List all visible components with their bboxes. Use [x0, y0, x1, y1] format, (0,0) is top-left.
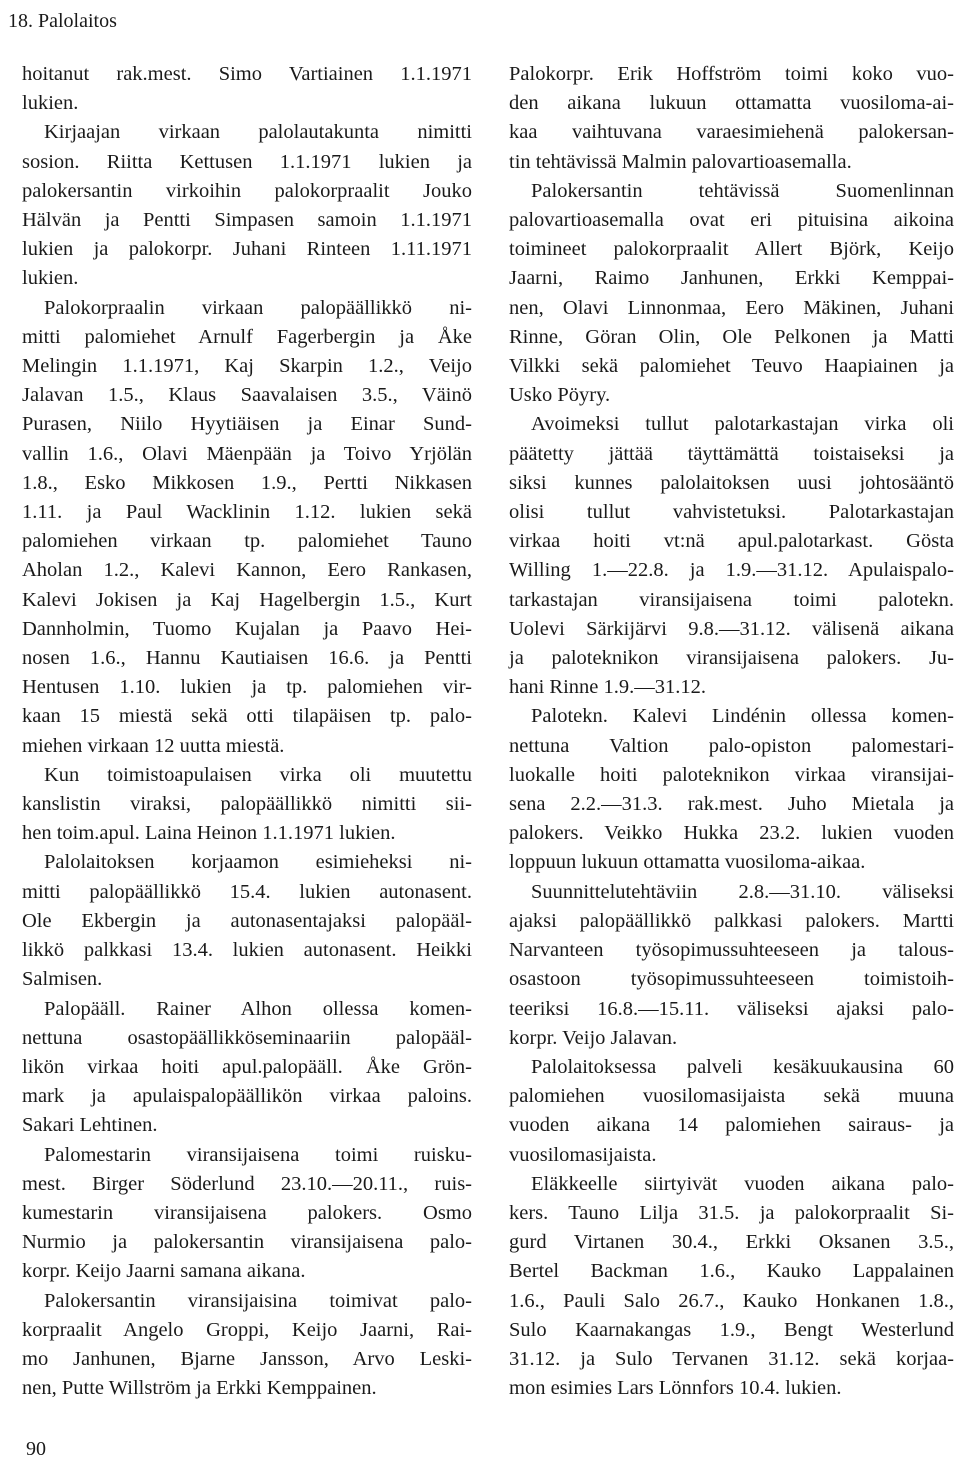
- text-line: mark ja apulaispalopäällikön virkaa paloins.: [22, 1085, 472, 1108]
- text-line: kumestarin viransijaisena palokers. Osmo: [22, 1201, 472, 1224]
- text-line: mo Janhunen, Bjarne Jansson, Arvo Leski-: [22, 1347, 472, 1370]
- text-line: Kun toimistoapulaisen virka oli muutettu: [44, 763, 472, 786]
- text-line: ja paloteknikon viransijaisena palokers. Ju-: [509, 647, 954, 670]
- text-line: tarkastajan viransijaisena toimi palotekn.: [509, 588, 954, 611]
- text-line: kaan 15 miestä sekä otti tilapäisen tp. palo-: [22, 705, 472, 728]
- text-line: kers. Tauno Lilja 31.5. ja palokorpraalit Si-: [509, 1201, 954, 1224]
- text-line: vuoden aikana 14 palomiehen sairaus- ja: [509, 1114, 954, 1137]
- text-line: Nurmio ja palokersantin viransijaisena palo-: [22, 1231, 472, 1254]
- text-line: likkö palkkasi 13.4. lukien autonasent. Heikki: [22, 939, 472, 962]
- text-line: Kirjaajan virkaan palolautakunta nimitti: [44, 121, 472, 144]
- text-line: Uolevi Särkijärvi 9.8.—31.12. välisenä aikana: [509, 617, 954, 640]
- text-line: osastoon työsopimussuhteeseen toimistoih-: [509, 968, 954, 991]
- left-text-column: [22, 60, 472, 1403]
- text-line: hoitanut rak.mest. Simo Vartiainen 1.1.1971: [22, 63, 472, 85]
- text-line: Avoimeksi tullut palotarkastajan virka oli: [531, 413, 954, 436]
- text-line: Ole Ekbergin ja autonasentajaksi palopääl-: [22, 909, 472, 932]
- text-line: Usko Pöyry.: [509, 384, 611, 407]
- text-line: palomiehen virkaan tp. palomiehet Tauno: [22, 530, 472, 553]
- text-line: lukien.: [22, 267, 79, 290]
- text-line: 1.8., Esko Mikkosen 1.9., Pertti Nikkasen: [22, 471, 472, 494]
- text-line: virkaa hoiti vt:nä apul.palotarkast. Gösta: [509, 530, 954, 553]
- text-line: vuosilomasijaista.: [509, 1143, 657, 1166]
- text-line: mitti palomiehet Arnulf Fagerbergin ja Åke: [22, 325, 472, 348]
- text-line: nen, Putte Willström ja Erkki Kemppainen.: [22, 1377, 377, 1400]
- text-line: gurd Virtanen 30.4., Erkki Oksanen 3.5.,: [509, 1231, 954, 1254]
- text-line: Palokersantin tehtävissä Suomenlinnan: [531, 179, 954, 202]
- right-text-column: [509, 60, 954, 1403]
- text-line: ajaksi palopäällikkö palkkasi palokers. Martti: [509, 909, 954, 932]
- text-line: Narvanteen työsopimussuhteeseen ja talous-: [509, 939, 954, 962]
- text-line: sena 2.2.—31.3. rak.mest. Juho Mietala ja: [509, 793, 954, 816]
- text-line: loppuun lukuun ottamatta vuosiloma-aikaa.: [509, 851, 866, 874]
- text-line: kaa vaihtuvana varaesimiehenä palokersan-: [509, 121, 954, 144]
- text-line: tin tehtävissä Malmin palovartioasemalla.: [509, 150, 852, 173]
- text-line: Sakari Lehtinen.: [22, 1114, 158, 1137]
- text-line: lukien.: [22, 92, 79, 115]
- text-line: mitti palopäällikkö 15.4. lukien autonasent.: [22, 880, 472, 903]
- text-line: 1.11. ja Paul Wacklinin 1.12. lukien sekä: [22, 501, 472, 524]
- text-line: Eläkkeelle siirtyivät vuoden aikana palo-: [531, 1172, 954, 1195]
- text-line: korpr. Veijo Jalavan.: [509, 1026, 678, 1049]
- text-line: nettuna osastopäällikköseminaariin palopääl-: [22, 1026, 472, 1049]
- text-line: siksi kunnes palolaitoksen uusi johtosääntö: [509, 471, 954, 494]
- text-line: Rinne, Göran Olin, Ole Pelkonen ja Matti: [509, 325, 954, 348]
- text-line: Palokersantin viransijaisina toimivat palo-: [44, 1289, 472, 1312]
- text-line: Willing 1.—22.8. ja 1.9.—31.12. Apulaispalo-: [509, 559, 954, 582]
- text-line: Dannholmin, Tuomo Kujalan ja Paavo Hei-: [22, 617, 472, 640]
- text-line: Palomestarin viransijaisena toimi ruisku-: [44, 1143, 472, 1166]
- text-line: kanslistin viraksi, palopäällikkö nimitti sii-: [22, 793, 472, 816]
- text-line: Suunnittelutehtäviin 2.8.—31.10. väliseksi: [531, 880, 954, 903]
- text-line: luokalle hoiti paloteknikon virkaa viransijai-: [509, 763, 954, 786]
- text-line: olisi tullut vahvistetuksi. Palotarkastajan: [509, 501, 954, 524]
- text-line: Palokorpraalin virkaan palopäällikkö ni-: [44, 296, 472, 319]
- text-line: Salmisen.: [22, 968, 103, 991]
- text-line: mest. Birger Söderlund 23.10.—20.11., ruis-: [22, 1172, 472, 1195]
- text-line: hani Rinne 1.9.—31.12.: [509, 676, 707, 699]
- text-line: nosen 1.6., Hannu Kautiaisen 16.6. ja Pentti: [22, 647, 472, 670]
- text-line: palokersantin virkoihin palokorpraalit Jouko: [22, 179, 472, 202]
- text-line: päätetty jättää täyttämättä toistaiseksi ja: [509, 442, 954, 465]
- text-line: Hentusen 1.10. lukien ja tp. palomiehen vir-: [22, 676, 472, 699]
- page-number: 90: [26, 1438, 46, 1460]
- text-line: likön virkaa hoiti apul.palopääll. Åke Grön-: [22, 1055, 472, 1078]
- text-line: palokers. Veikko Hukka 23.2. lukien vuoden: [509, 822, 954, 845]
- text-line: nen, Olavi Linnonmaa, Eero Mäkinen, Juhani: [509, 296, 954, 319]
- text-line: Bertel Backman 1.6., Kauko Lappalainen: [509, 1260, 954, 1283]
- text-line: miehen virkaan 12 uutta miestä.: [22, 734, 285, 757]
- text-line: Palolaitoksessa palveli kesäkuukausina 60: [531, 1055, 954, 1078]
- text-line: lukien ja palokorpr. Juhani Rinteen 1.11.1971: [22, 238, 472, 261]
- text-line: teeriksi 16.8.—15.11. väliseksi ajaksi palo-: [509, 997, 954, 1020]
- running-header: 18. Palolaitos: [8, 10, 117, 32]
- text-line: palovartioasemalla ovat eri pituisina aikoina: [509, 209, 954, 232]
- text-line: Palolaitoksen korjaamon esimieheksi ni-: [44, 851, 472, 874]
- text-line: Aholan 1.2., Kalevi Kannon, Eero Rankasen,: [22, 559, 472, 582]
- text-line: toimineet palokorpraalit Allert Björk, Keijo: [509, 238, 954, 261]
- text-line: hen toim.apul. Laina Heinon 1.1.1971 lukien.: [22, 822, 396, 845]
- text-line: Kalevi Jokisen ja Kaj Hagelbergin 1.5., Kurt: [22, 588, 472, 611]
- text-line: Sulo Kaarnakangas 1.9., Bengt Westerlund: [509, 1318, 954, 1341]
- text-line: Palokorpr. Erik Hoffström toimi koko vuo-: [509, 63, 954, 85]
- text-line: Purasen, Niilo Hyytiäisen ja Einar Sund-: [22, 413, 472, 436]
- text-line: Melingin 1.1.1971, Kaj Skarpin 1.2., Veijo: [22, 355, 472, 378]
- text-line: vallin 1.6., Olavi Mäenpään ja Toivo Yrjölän: [22, 442, 472, 465]
- text-line: Jalavan 1.5., Klaus Saavalaisen 3.5., Väinö: [22, 384, 472, 407]
- text-line: Vilkki sekä palomiehet Teuvo Haapiainen ja: [509, 355, 954, 378]
- text-line: nettuna Valtion palo-opiston palomestari-: [509, 734, 954, 757]
- text-line: den aikana lukuun ottamatta vuosiloma-ai-: [509, 92, 954, 115]
- text-line: sosion. Riitta Kettusen 1.1.1971 lukien ja: [22, 150, 472, 173]
- text-line: 31.12. ja Sulo Tervanen 31.12. sekä korjaa-: [509, 1347, 954, 1370]
- text-line: 1.6., Pauli Salo 26.7., Kauko Honkanen 1.8.,: [509, 1289, 954, 1312]
- text-line: Hälvän ja Pentti Simpasen samoin 1.1.1971: [22, 209, 472, 232]
- text-line: Palotekn. Kalevi Lindénin ollessa komen-: [531, 705, 954, 728]
- text-line: Jaarni, Raimo Janhunen, Erkki Kemppai-: [509, 267, 954, 290]
- text-line: mon esimies Lars Lönnfors 10.4. lukien.: [509, 1377, 842, 1400]
- text-line: korpraalit Angelo Groppi, Keijo Jaarni, Rai-: [22, 1318, 472, 1341]
- text-line: Palopääll. Rainer Alhon ollessa komen-: [44, 997, 472, 1020]
- text-line: palomiehen vuosilomasijaista sekä muuna: [509, 1085, 954, 1108]
- text-line: korpr. Keijo Jaarni samana aikana.: [22, 1260, 306, 1283]
